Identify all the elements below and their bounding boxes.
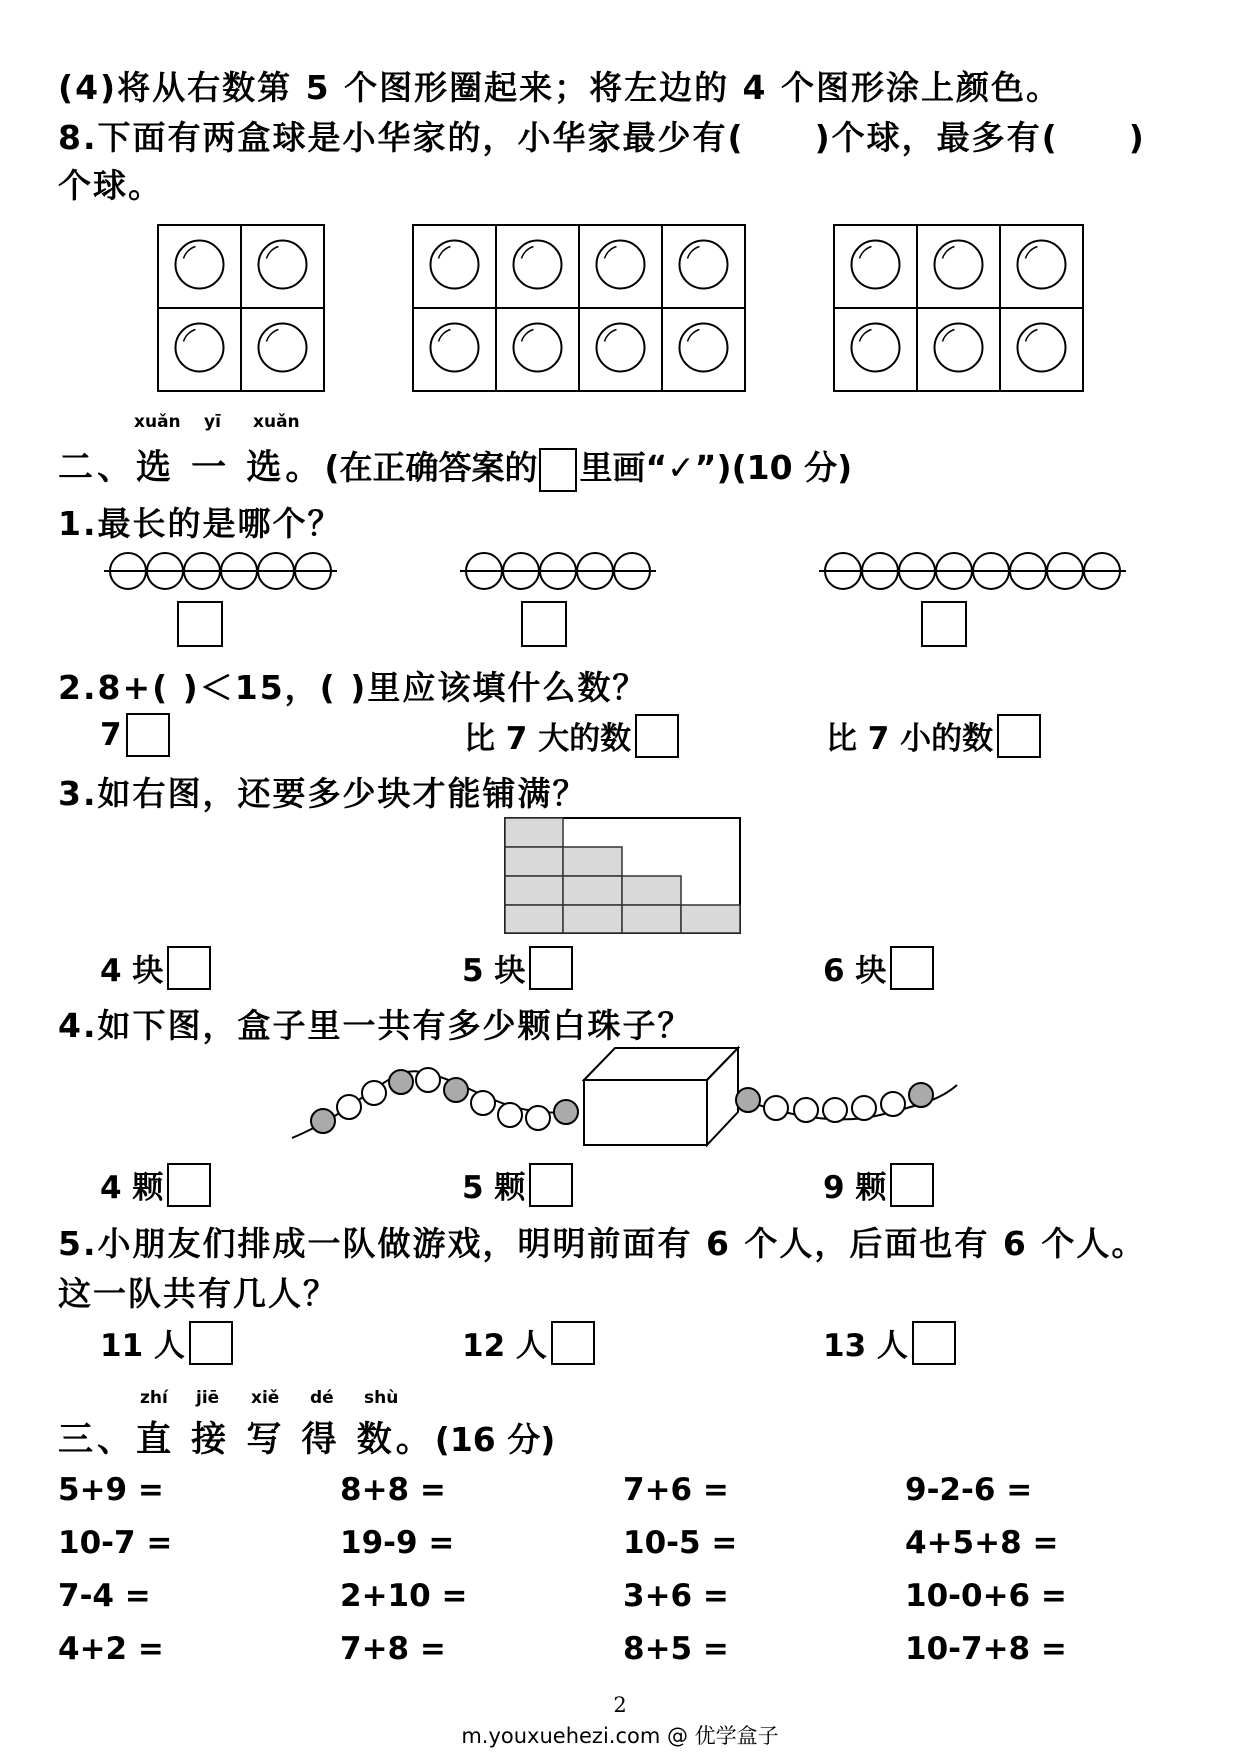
section2-instr-after: 里画“✓”)(10 分) [579, 448, 853, 487]
calc-item: 5+9 = [58, 1472, 164, 1508]
q5-question-line1: 5.小朋友们排成一队做游戏，明明前面有 6 个人，后面也有 6 个人。 [58, 1224, 1147, 1263]
q5-option-2[interactable] [462, 1320, 595, 1365]
calc-item: 7+8 = [340, 1631, 446, 1667]
q4-option-3-label: 9 颗 [823, 1170, 887, 1206]
section2-instr-before: (在正确答案的 [324, 448, 538, 487]
q4-option-3-box[interactable] [890, 1163, 934, 1207]
section3-title: 三、直 接 写 得 数。 [58, 1420, 435, 1460]
pinyin-xuan1: xuǎn [134, 412, 181, 432]
q3-question: 3.如右图，还要多少块才能铺满？ [58, 774, 588, 813]
calc-item: 3+6 = [623, 1578, 729, 1614]
calc-item: 19-9 = [340, 1525, 455, 1561]
section3-score: (16 分) [434, 1420, 556, 1459]
footer-site: m.youxuehezi.com @ 优学盒子 [461, 1724, 779, 1748]
q3-option-1-label: 4 块 [100, 953, 164, 989]
calc-item: 8+8 = [340, 1472, 446, 1508]
q2-question: 2.8+( )＜15，( )里应该填什么数？ [58, 668, 648, 707]
q5-option-3[interactable] [823, 1320, 956, 1365]
pinyin-xie: xiě [251, 1388, 280, 1408]
page-number: 2 [613, 1693, 627, 1717]
q8-text-3: ) [1128, 118, 1146, 157]
calc-item: 4+2 = [58, 1631, 164, 1667]
q4-question: 4.如下图，盒子里一共有多少颗白珠子？ [58, 1006, 693, 1045]
q4-option-2-label: 5 颗 [462, 1170, 526, 1206]
calc-item: 10-0+6 = [905, 1578, 1067, 1614]
calc-item: 9-2-6 = [905, 1472, 1033, 1508]
q5-option-3-box[interactable] [912, 1321, 956, 1365]
q5-option-2-box[interactable] [551, 1321, 595, 1365]
q3-option-2-label: 5 块 [462, 953, 526, 989]
q4-option-2-box[interactable] [529, 1163, 573, 1207]
q2-option-3-label: 比 7 小的数 [826, 721, 994, 757]
q4-option-3[interactable] [823, 1162, 934, 1207]
q2-option-2-label: 比 7 大的数 [464, 721, 632, 757]
calc-item: 10-5 = [623, 1525, 738, 1561]
q4-option-1[interactable] [100, 1162, 211, 1207]
q2-option-1-label: 7 [100, 717, 122, 753]
calc-item: 2+10 = [340, 1578, 468, 1614]
calc-item: 7-4 = [58, 1578, 151, 1614]
pinyin-shu: shù [364, 1388, 399, 1408]
pinyin-zhi: zhí [140, 1388, 168, 1408]
q5-question-line2: 这一队共有几人？ [58, 1274, 338, 1313]
q4-option-1-label: 4 颗 [100, 1170, 164, 1206]
q4-option-1-box[interactable] [167, 1163, 211, 1207]
q5-option-1-box[interactable] [189, 1321, 233, 1365]
q7-part4-text: (4)将从右数第 5 个图形圈起来；将左边的 4 个图形涂上颜色。 [58, 68, 1062, 107]
section3-heading [58, 1412, 555, 1462]
calc-item: 7+6 = [623, 1472, 729, 1508]
q5-option-1[interactable] [100, 1320, 233, 1365]
calc-item: 4+5+8 = [905, 1525, 1059, 1561]
q8-text-2: )个球，最多有( [814, 118, 1059, 157]
q3-option-3-label: 6 块 [823, 953, 887, 989]
calc-item: 10-7 = [58, 1525, 173, 1561]
q1-question: 1.最长的是哪个？ [58, 504, 343, 543]
q5-option-1-label: 11 人 [100, 1328, 185, 1364]
pinyin-yi: yī [204, 412, 221, 432]
q5-option-2-label: 12 人 [462, 1328, 547, 1364]
q8-text-1: 8.下面有两盒球是小华家的，小华家最少有( [58, 118, 745, 157]
q4-option-2[interactable] [462, 1162, 573, 1207]
calc-item: 8+5 = [623, 1631, 729, 1667]
pinyin-xuan2: xuǎn [253, 412, 300, 432]
pinyin-jie: jiē [196, 1388, 220, 1408]
q5-option-3-label: 13 人 [823, 1328, 908, 1364]
pinyin-de: dé [310, 1388, 334, 1408]
calc-item: 10-7+8 = [905, 1631, 1067, 1667]
q8-question-end: 个球。 [58, 166, 163, 205]
section2-title: 二、选 一 选。 [58, 448, 325, 488]
